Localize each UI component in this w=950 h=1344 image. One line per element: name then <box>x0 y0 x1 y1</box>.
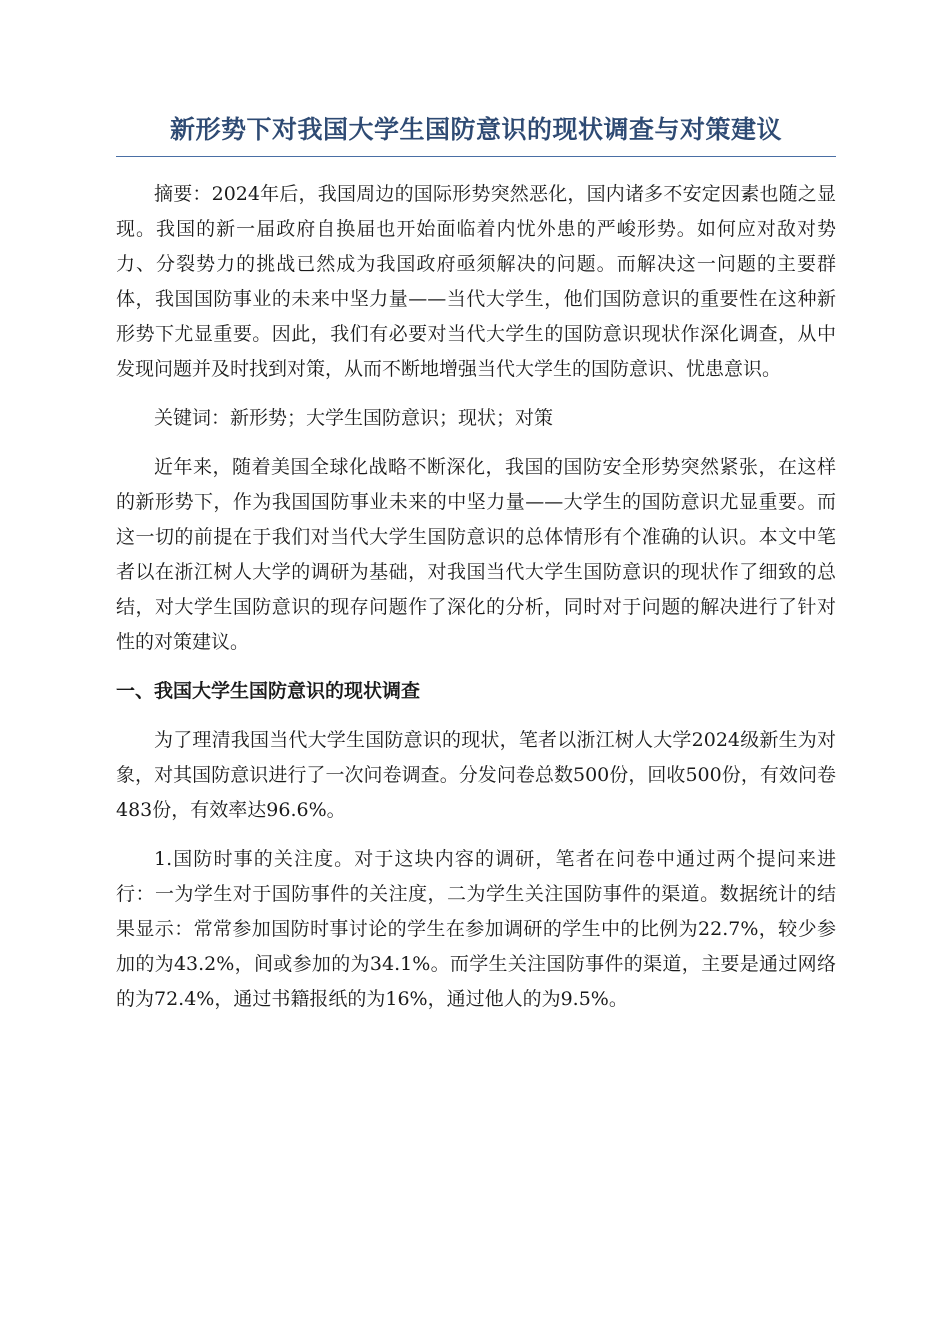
document-page <box>116 112 836 1017</box>
section-heading: 一、我国大学生国防意识的现状调查 <box>116 680 421 702</box>
abstract-paragraph: 摘要：2024年后，我国周边的国际形势突然恶化，国内诸多不安定因素也随之显现。我国的新一届政府自换届也开始面临着内忧外患的严峻形势。如何应对敌对势力、分裂势力的挑战已然成为我国政府亟须解决的问题。而解决这一问题的主要群体，我国国防事业的未来中坚力量——当代大学生，他们国防意识的重要性在这种新形势下尤显重要。因此，我们有必要对当代大学生的国防意识现状作深化调查，从中发现问题并及时找到对策，从而不断地增强当代大学生的国防意识、忧患意识。 <box>116 183 836 380</box>
section-paragraph: 1.国防时事的关注度。对于这块内容的调研，笔者在问卷中通过两个提问来进行：一为学生对于国防事件的关注度，二为学生关注国防事件的渠道。数据统计的结果显示：常常参加国防时事讨论的学生在参加调研的学生中的比例为22.7%，较少参加的为43.2%，间或参加的为34.1%。而学生关注国防事件的渠道，主要是通过网络的为72.4%，通过书籍报纸的为16%，通过他人的为9.5%。 <box>116 848 836 1010</box>
intro-paragraph: 近年来，随着美国全球化战略不断深化，我国的国防安全形势突然紧张，在这样的新形势下，作为我国国防事业未来的中坚力量——大学生的国防意识尤显重要。而这一切的前提在于我们对当代大学生国防意识的总体情形有个准确的认识。本文中笔者以在浙江树人大学的调研为基础，对我国当代大学生国防意识的现状作了细致的总结，对大学生国防意识的现存问题作了深化的分析，同时对于问题的解决进行了针对性的对策建议。 <box>116 456 836 653</box>
document-title: 新形势下对我国大学生国防意识的现状调查与对策建议 <box>116 112 836 157</box>
section-paragraph: 为了理清我国当代大学生国防意识的现状，笔者以浙江树人大学2024级新生为对象，对其国防意识进行了一次问卷调查。分发问卷总数500份，回收500份，有效问卷483份，有效率达96.6%。 <box>116 729 836 821</box>
keywords-paragraph: 关键词：新形势；大学生国防意识；现状；对策 <box>154 407 554 429</box>
